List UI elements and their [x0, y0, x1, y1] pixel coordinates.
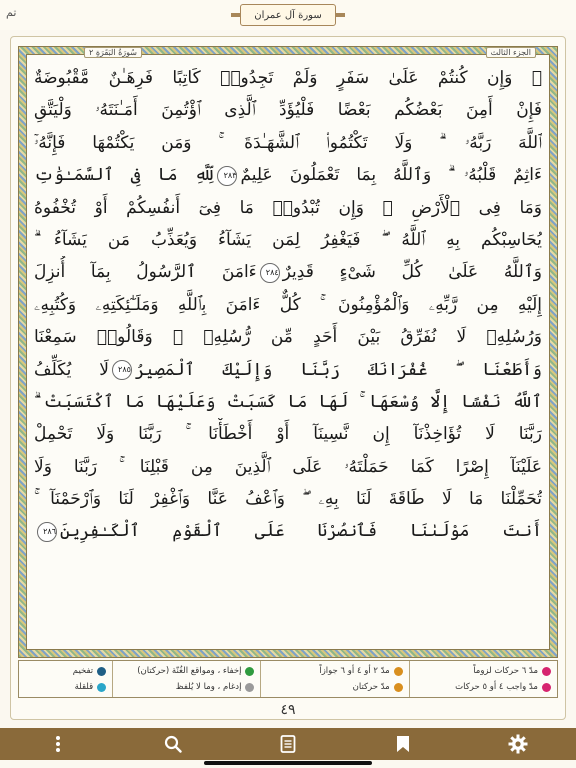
legend-col-1	[409, 661, 557, 697]
verse-text: أَنتَ مَوْلَىٰنَا فَٱنصُرْنَا عَلَى ٱلْقَوْمِ ٱلْكَـٰفِرِينَ	[60, 521, 542, 542]
legend-dot	[245, 667, 254, 676]
legend-dot	[542, 667, 551, 676]
verse-text: لَا يُكَلِّفُ	[34, 359, 109, 380]
top-bar	[0, 0, 576, 30]
verse-text: ۞ وَإِن كُنتُمْ عَلَىٰ سَفَرٍ وَلَمْ تَجِدُوا۟ كَاتِبًا فَرِهَـٰنٌ مَّقْبُوضَةٌ	[34, 68, 542, 88]
verse-text: ءَامَنَ ٱلرَّسُولُ بِمَآ أُنزِلَ	[34, 262, 257, 283]
verse-line[interactable]	[34, 127, 542, 159]
verse-line[interactable]	[34, 62, 542, 94]
legend-label: مدّ حركتان	[352, 682, 390, 692]
legend-label: إخفاء ، ومواقع الغُنّة (حركتان)	[137, 666, 242, 676]
tajweed-legend	[18, 660, 558, 698]
legend-dot	[97, 683, 106, 692]
legend-item	[416, 682, 551, 692]
home-indicator	[204, 761, 372, 765]
legend-label: إدغام ، وما لا يُلفظ	[175, 682, 242, 692]
verse-line[interactable]	[34, 94, 542, 126]
legend-label: مدّ ٢ أو ٤ أو ٦ جوازاً	[319, 666, 390, 676]
ayah-number-marker[interactable]: ٢٨٣	[217, 166, 237, 186]
bookmark-icon	[396, 735, 410, 753]
legend-dot	[97, 667, 106, 676]
verse-line[interactable]	[34, 321, 542, 353]
verse-text: ءَاثِمٌ قَلْبُهُۥ ۗ وَٱللَّهُ بِمَا تَعْمَلُونَ عَلِيمٌ	[240, 165, 542, 186]
surah-title[interactable]: سورة آل عمران	[240, 4, 336, 26]
verse-text: وَأَطَعْنَا ۖ غُفْرَانَكَ رَبَّنَا وَإِلَيْكَ ٱلْمَصِيرُ	[134, 359, 542, 380]
page-number: ٤٩	[280, 702, 296, 718]
verse-line[interactable]	[34, 289, 542, 321]
legend-item	[119, 682, 254, 692]
legend-dot	[394, 683, 403, 692]
legend-item	[416, 666, 551, 676]
page-icon	[280, 735, 296, 753]
legend-label: تفخيم	[72, 666, 94, 676]
verse-line[interactable]	[34, 418, 542, 450]
quran-text[interactable]	[34, 62, 542, 646]
ayah-number-marker[interactable]: ٢٨٥	[112, 360, 132, 380]
verse-line[interactable]	[34, 386, 542, 418]
verse-line[interactable]	[34, 483, 542, 515]
menu-button[interactable]	[44, 730, 72, 758]
page-button[interactable]	[274, 730, 302, 758]
legend-item	[25, 682, 106, 692]
legend-col-2	[260, 661, 408, 697]
verse-line[interactable]	[34, 354, 542, 386]
verse-line[interactable]	[34, 256, 542, 288]
done-button[interactable]: تم	[6, 6, 17, 19]
verse-line[interactable]	[34, 515, 542, 547]
legend-item	[267, 682, 402, 692]
legend-item	[267, 666, 402, 676]
verse-text: إِلَيْهِ مِن رَّبِّهِۦ وَٱلْمُؤْمِنُونَ ۚ كُلٌّ ءَامَنَ بِٱللَّهِ وَمَلَـٰٓئِكَتِهِۦ وَكُتُبِهِۦ	[34, 294, 542, 315]
bookmark-button[interactable]	[389, 730, 417, 758]
verse-text: وَمَا فِى ٱلْأَرْضِ ۗ وَإِن تُبْدُوا۟ مَا فِىٓ أَنفُسِكُمْ أَوْ تُخْفُوهُ	[34, 197, 542, 218]
verse-line[interactable]	[34, 159, 542, 191]
legend-dot	[542, 683, 551, 692]
verse-line[interactable]	[34, 224, 542, 256]
verse-text: عَلَيْنَآ إِصْرًا كَمَا حَمَلْتَهُۥ عَلَى ٱلَّذِينَ مِن قَبْلِنَا ۚ رَبَّنَا وَلَا	[34, 456, 542, 477]
ayah-number-marker[interactable]: ٢٨٤	[260, 263, 280, 283]
verse-text: وَٱللَّهُ عَلَىٰ كُلِّ شَىْءٍ قَدِيرٌ	[282, 262, 542, 283]
verse-text: فَإِنْ أَمِنَ بَعْضُكُم بَعْضًا فَلْيُؤَدِّ ٱلَّذِى ٱؤْتُمِنَ أَمَـٰنَتَهُۥ وَلْيَتَّقِ	[34, 100, 542, 121]
verse-text: لِّلَّهِ مَا فِى ٱلسَّمَـٰوَٰتِ	[34, 165, 215, 186]
surah-header-label: سُورَةُ البَقَرَةِ ٢	[84, 47, 142, 58]
legend-label: مدّ ٦ حركات لزوماً	[473, 666, 538, 676]
verse-line[interactable]	[34, 451, 542, 483]
search-button[interactable]	[159, 730, 187, 758]
gear-icon	[508, 734, 528, 754]
legend-dot	[245, 683, 254, 692]
verse-text: يُحَاسِبْكُم بِهِ ٱللَّهُ ۖ فَيَغْفِرُ لِمَن يَشَآءُ وَيُعَذِّبُ مَن يَشَآءُ ۗ	[34, 229, 542, 250]
verse-text: ٱللَّهُ نَفْسًا إِلَّا وُسْعَهَا ۚ لَهَا مَا كَسَبَتْ وَعَلَيْهَا مَا ٱكْتَسَبَتْ ۗ	[34, 391, 542, 412]
ayah-number-marker[interactable]: ٢٨٦	[37, 522, 57, 542]
verse-text: تُحَمِّلْنَا مَا لَا طَاقَةَ لَنَا بِهِۦ ۖ وَٱعْفُ عَنَّا وَٱغْفِرْ لَنَا وَٱرْحَمْنَآ ۚ	[34, 489, 542, 510]
verse-text: ٱللَّهَ رَبَّهُۥ ۗ وَلَا تَكْتُمُوا۟ ٱلشَّهَـٰدَةَ ۚ وَمَن يَكْتُمْهَا فَإِنَّهُۥٓ	[34, 132, 542, 153]
legend-label: قلقلة	[74, 682, 94, 692]
legend-col-3	[112, 661, 260, 697]
menu-dots-icon	[55, 735, 61, 753]
verse-text: وَرُسُلِهِۦ لَا نُفَرِّقُ بَيْنَ أَحَدٍ مِّن رُّسُلِهِۦ ۚ وَقَالُوا۟ سَمِعْنَا	[34, 327, 542, 348]
settings-button[interactable]	[504, 730, 532, 758]
verse-text: رَبَّنَا لَا تُؤَاخِذْنَآ إِن نَّسِينَآ أَوْ أَخْطَأْنَا ۚ رَبَّنَا وَلَا تَحْمِلْ	[34, 424, 542, 445]
juz-label: الجزء الثالث	[486, 47, 536, 58]
legend-col-4	[19, 661, 112, 697]
legend-item	[25, 666, 106, 676]
legend-dot	[394, 667, 403, 676]
verse-line[interactable]	[34, 192, 542, 224]
legend-label: مدّ واجب ٤ أو ٥ حركات	[455, 682, 538, 692]
legend-item	[119, 666, 254, 676]
search-icon	[164, 735, 182, 753]
bottom-toolbar	[0, 728, 576, 760]
